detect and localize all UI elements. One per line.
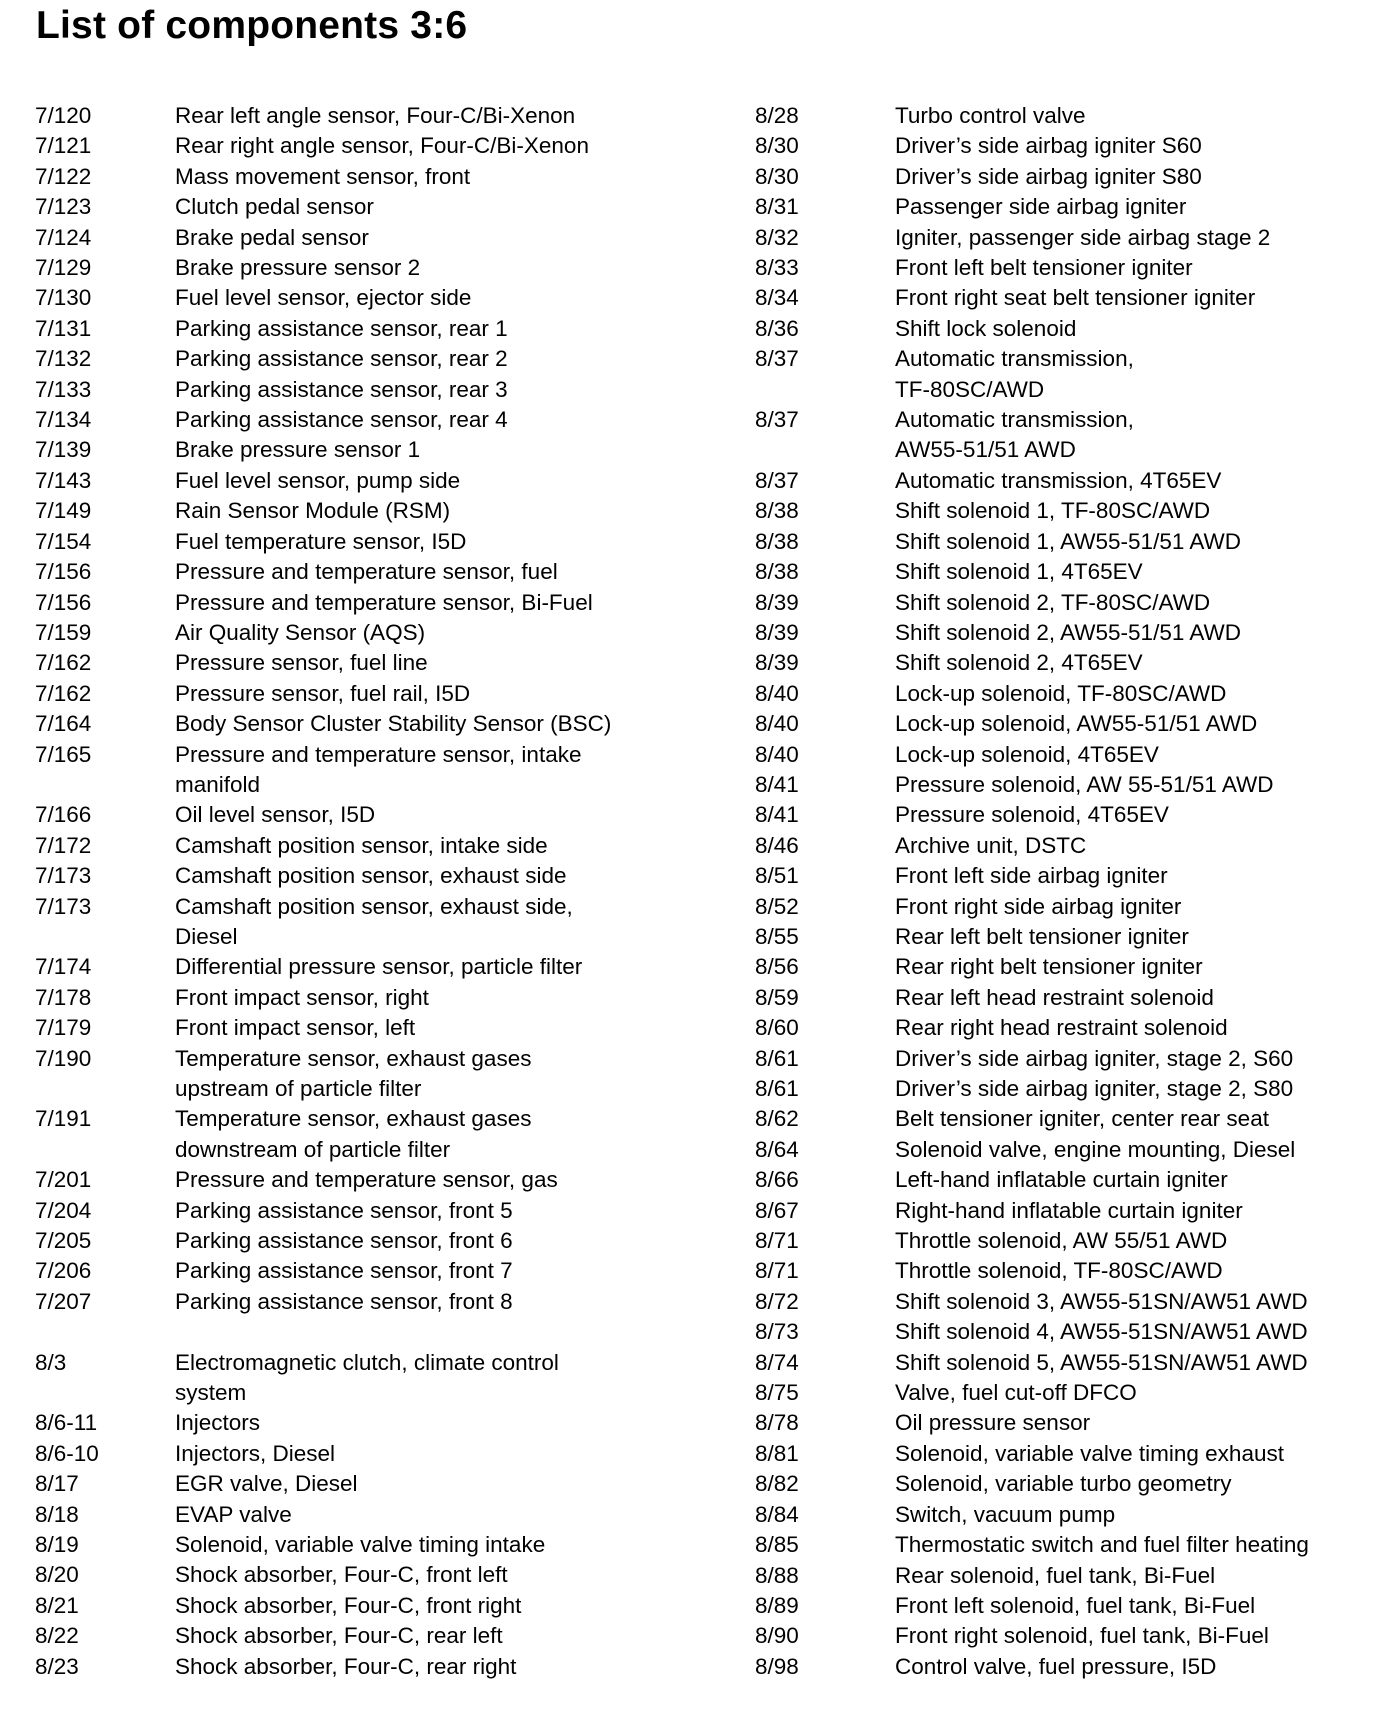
component-code: 8/36 (755, 315, 799, 341)
component-description: Camshaft position sensor, intake side (175, 832, 548, 858)
component-row (35, 1196, 725, 1226)
component-description: Oil pressure sensor (895, 1410, 1091, 1436)
component-code: 8/56 (755, 954, 799, 980)
component-row (755, 1621, 1385, 1651)
component-row (755, 1226, 1385, 1256)
component-row (755, 709, 1385, 739)
component-code: 8/3 (35, 1349, 67, 1375)
component-code: 7/122 (35, 163, 92, 189)
component-row (755, 983, 1385, 1013)
component-row (35, 1226, 725, 1256)
component-row (755, 952, 1385, 982)
component-row (35, 1013, 725, 1043)
component-description: Lock-up solenoid, 4T65EV (895, 741, 1159, 767)
component-code: 8/67 (755, 1197, 799, 1223)
component-row (755, 466, 1385, 496)
component-description: Pressure sensor, fuel rail, I5D (175, 680, 471, 706)
component-description: Shift solenoid 1, TF-80SC/AWD (895, 498, 1211, 524)
component-row (35, 618, 725, 648)
component-description: Rear right belt tensioner igniter (895, 954, 1203, 980)
component-row (35, 648, 725, 678)
component-description: Driver’s side airbag igniter S80 (895, 163, 1202, 189)
component-description: Front impact sensor, right (175, 984, 429, 1010)
component-code: 7/130 (35, 285, 92, 311)
component-row (35, 1439, 725, 1469)
component-row (35, 1560, 725, 1590)
component-row (35, 344, 725, 374)
component-code: 8/71 (755, 1228, 799, 1254)
component-description: Oil level sensor, I5D (175, 802, 376, 828)
component-row (35, 223, 725, 253)
component-description: Front right solenoid, fuel tank, Bi-Fuel (895, 1623, 1269, 1649)
component-row (755, 1378, 1385, 1408)
component-row (755, 800, 1385, 830)
component-description: Body Sensor Cluster Stability Sensor (BSC) (175, 711, 612, 737)
component-row (755, 618, 1385, 648)
component-row (35, 1621, 725, 1651)
component-code: 8/33 (755, 255, 799, 281)
component-code: 7/129 (35, 255, 92, 281)
component-description: Shift solenoid 2, 4T65EV (895, 650, 1143, 676)
component-description: Brake pedal sensor (175, 224, 369, 250)
component-code: 8/88 (755, 1562, 799, 1588)
component-row (755, 283, 1385, 313)
component-description: Valve, fuel cut-off DFCO (895, 1380, 1137, 1406)
component-row (755, 588, 1385, 618)
component-description: Shift solenoid 3, AW55-51SN/AW51 AWD (895, 1288, 1308, 1314)
component-row (755, 922, 1385, 952)
component-row (755, 192, 1385, 222)
component-code: 8/31 (755, 194, 799, 220)
component-row (35, 861, 725, 891)
component-code: 7/134 (35, 407, 92, 433)
component-row (35, 1652, 725, 1682)
component-description: Shift solenoid 2, TF-80SC/AWD (895, 589, 1211, 615)
component-row (755, 1256, 1385, 1286)
component-code: 7/149 (35, 498, 92, 524)
component-code: 7/206 (35, 1258, 92, 1284)
component-code: 7/143 (35, 467, 92, 493)
component-description: Rear right head restraint solenoid (895, 1015, 1228, 1041)
component-code: 8/39 (755, 619, 799, 645)
component-description: Shock absorber, Four-C, rear left (175, 1623, 503, 1649)
component-code: 8/37 (755, 346, 799, 372)
component-code: 7/191 (35, 1106, 92, 1132)
component-code: 7/156 (35, 559, 92, 585)
component-row (755, 861, 1385, 891)
component-description: Brake pressure sensor 2 (175, 255, 421, 281)
component-code: 7/204 (35, 1197, 92, 1223)
component-description: Passenger side airbag igniter (895, 194, 1187, 220)
component-code: 8/22 (35, 1623, 79, 1649)
component-description: Temperature sensor, exhaust gases upstream of particle filter (175, 1045, 532, 1101)
component-description: Rear left belt tensioner igniter (895, 923, 1189, 949)
component-row (755, 1287, 1385, 1317)
component-description: Parking assistance sensor, front 6 (175, 1228, 513, 1254)
component-code: 8/30 (755, 163, 799, 189)
component-row (35, 557, 725, 587)
component-code: 8/38 (755, 528, 799, 554)
component-row (35, 800, 725, 830)
component-description: Parking assistance sensor, front 7 (175, 1258, 513, 1284)
component-row (35, 162, 725, 192)
component-code: 7/165 (35, 741, 92, 767)
component-row (35, 892, 725, 953)
component-description: Rear left angle sensor, Four-C/Bi-Xenon (175, 103, 576, 128)
component-code: 8/74 (755, 1349, 799, 1375)
component-code: 7/156 (35, 589, 92, 615)
component-description: Parking assistance sensor, rear 3 (175, 376, 508, 402)
component-description: EVAP valve (175, 1501, 292, 1527)
component-row (35, 740, 725, 801)
component-code: 8/75 (755, 1380, 799, 1406)
component-description: Throttle solenoid, AW 55/51 AWD (895, 1228, 1228, 1254)
component-row (35, 1530, 725, 1560)
component-code: 8/41 (755, 802, 799, 828)
component-description: Air Quality Sensor (AQS) (175, 619, 426, 645)
component-list-right (755, 101, 1385, 1682)
component-code: 7/162 (35, 650, 92, 676)
component-code: 7/154 (35, 528, 92, 554)
component-description: Switch, vacuum pump (895, 1501, 1116, 1527)
component-description: Solenoid valve, engine mounting, Diesel (895, 1136, 1296, 1162)
component-row (35, 1287, 725, 1317)
component-description: Parking assistance sensor, front 5 (175, 1197, 513, 1223)
component-description: Shift solenoid 1, 4T65EV (895, 559, 1143, 585)
component-description: Temperature sensor, exhaust gases downstream of particle filter (175, 1106, 532, 1162)
component-code: 8/21 (35, 1592, 79, 1618)
component-description: Driver’s side airbag igniter, stage 2, S60 (895, 1045, 1294, 1071)
component-description: Right-hand inflatable curtain igniter (895, 1197, 1243, 1223)
component-code: 7/139 (35, 437, 92, 463)
component-description: Fuel level sensor, ejector side (175, 285, 472, 311)
component-code: 8/89 (755, 1592, 799, 1618)
component-row (755, 1439, 1385, 1469)
component-code: 8/37 (755, 407, 799, 433)
component-description: EGR valve, Diesel (175, 1471, 358, 1497)
component-code: 8/61 (755, 1045, 799, 1071)
component-row (35, 1469, 725, 1499)
component-list-left (35, 101, 725, 1682)
component-code: 8/66 (755, 1167, 799, 1193)
component-code: 8/38 (755, 559, 799, 585)
component-code: 8/52 (755, 893, 799, 919)
component-row (755, 1044, 1385, 1074)
component-description: Shift solenoid 5, AW55-51SN/AW51 AWD (895, 1349, 1308, 1375)
component-description: Pressure solenoid, 4T65EV (895, 802, 1169, 828)
component-code: 8/6-10 (35, 1440, 99, 1466)
component-row (35, 466, 725, 496)
component-description: Driver’s side airbag igniter, stage 2, S80 (895, 1076, 1294, 1101)
component-row (755, 1469, 1385, 1499)
component-row (755, 314, 1385, 344)
component-row (755, 1135, 1385, 1165)
component-description: Front left solenoid, fuel tank, Bi-Fuel (895, 1592, 1256, 1618)
component-row (755, 253, 1385, 283)
component-description: Pressure and temperature sensor, intake manifold (175, 741, 582, 797)
component-description: Mass movement sensor, front (175, 163, 471, 189)
component-code: 7/166 (35, 802, 92, 828)
component-code: 8/40 (755, 680, 799, 706)
component-code: 8/59 (755, 984, 799, 1010)
component-row (755, 101, 1385, 131)
section-spacer (35, 1317, 725, 1347)
component-code: 8/34 (755, 285, 799, 311)
component-description: Electromagnetic clutch, climate control system (175, 1349, 559, 1406)
component-row (755, 1104, 1385, 1134)
component-code: 7/178 (35, 984, 92, 1010)
component-description: Solenoid, variable valve timing intake (175, 1532, 546, 1558)
component-code: 8/40 (755, 741, 799, 767)
component-code: 8/90 (755, 1623, 799, 1649)
component-description: Front right side airbag igniter (895, 893, 1182, 919)
component-row (755, 770, 1385, 800)
component-row (35, 1500, 725, 1530)
component-code: 8/30 (755, 133, 799, 159)
component-row (35, 588, 725, 618)
component-description: Rear right angle sensor, Four-C/Bi-Xenon (175, 133, 589, 159)
component-row (35, 1165, 725, 1195)
component-description: Driver’s side airbag igniter S60 (895, 133, 1202, 159)
component-row (35, 314, 725, 344)
component-row (35, 375, 725, 405)
component-row (35, 496, 725, 526)
component-row (35, 253, 725, 283)
component-code: 8/28 (755, 103, 799, 128)
component-code: 7/123 (35, 194, 92, 220)
component-code: 8/39 (755, 650, 799, 676)
component-row (35, 192, 725, 222)
component-row (35, 283, 725, 313)
component-description: Control valve, fuel pressure, I5D (895, 1653, 1217, 1679)
component-description: Fuel level sensor, pump side (175, 467, 461, 493)
component-description: Camshaft position sensor, exhaust side (175, 863, 567, 889)
component-code: 7/190 (35, 1045, 92, 1071)
component-row (35, 983, 725, 1013)
component-row (755, 1165, 1385, 1195)
component-code: 7/159 (35, 619, 92, 645)
component-description: Front left side airbag igniter (895, 863, 1168, 889)
component-row (755, 1196, 1385, 1226)
component-code: 7/207 (35, 1288, 92, 1314)
component-code: 8/64 (755, 1136, 799, 1162)
component-row (755, 1013, 1385, 1043)
component-code: 7/164 (35, 711, 92, 737)
component-description: Left-hand inflatable curtain igniter (895, 1167, 1228, 1193)
component-description: Pressure solenoid, AW 55-51/51 AWD (895, 771, 1274, 797)
component-description: Shift solenoid 2, AW55-51/51 AWD (895, 619, 1242, 645)
component-row (755, 831, 1385, 861)
component-row (755, 405, 1385, 466)
page-title: List of components 3:6 (36, 4, 468, 47)
component-description: Pressure and temperature sensor, Bi-Fuel (175, 589, 593, 615)
component-description: Rain Sensor Module (RSM) (175, 498, 451, 524)
component-row (35, 405, 725, 435)
component-row (755, 1408, 1385, 1438)
component-code: 7/205 (35, 1228, 92, 1254)
component-row (35, 131, 725, 161)
component-code: 8/72 (755, 1288, 799, 1314)
component-description: Automatic transmission, AW55-51/51 AWD (895, 407, 1134, 463)
component-row (35, 1591, 725, 1621)
component-description: Injectors, Diesel (175, 1440, 336, 1466)
component-row (755, 1317, 1385, 1347)
component-code: 7/132 (35, 346, 92, 372)
component-description: Front impact sensor, left (175, 1015, 416, 1041)
component-code: 8/41 (755, 771, 799, 797)
component-description: Camshaft position sensor, exhaust side, Diesel (175, 893, 573, 949)
component-code: 8/71 (755, 1258, 799, 1284)
component-description: Parking assistance sensor, rear 4 (175, 407, 508, 433)
component-code: 8/39 (755, 589, 799, 615)
component-description: Shock absorber, Four-C, rear right (175, 1653, 517, 1679)
component-row (755, 1561, 1385, 1591)
component-row (35, 1408, 725, 1438)
component-description: Fuel temperature sensor, I5D (175, 528, 467, 554)
component-row (35, 1104, 725, 1165)
component-row (755, 131, 1385, 161)
component-description: Rear left head restraint solenoid (895, 984, 1214, 1010)
component-row (35, 101, 725, 131)
component-row (35, 1256, 725, 1286)
component-description: Pressure sensor, fuel line (175, 650, 428, 676)
component-description: Shock absorber, Four-C, front left (175, 1562, 508, 1588)
component-description: Solenoid, variable turbo geometry (895, 1471, 1232, 1497)
component-row (755, 557, 1385, 587)
component-description: Turbo control valve (895, 103, 1086, 128)
component-code: 8/61 (755, 1076, 799, 1101)
component-row (35, 1348, 725, 1409)
component-code: 7/120 (35, 103, 92, 128)
component-code: 8/73 (755, 1319, 799, 1345)
component-description: Shock absorber, Four-C, front right (175, 1592, 522, 1618)
component-row (755, 162, 1385, 192)
component-description: Pressure and temperature sensor, gas (175, 1167, 558, 1193)
component-code: 7/162 (35, 680, 92, 706)
component-code: 7/131 (35, 315, 92, 341)
component-description: Rear solenoid, fuel tank, Bi-Fuel (895, 1562, 1216, 1588)
component-code: 8/18 (35, 1501, 79, 1527)
component-description: Throttle solenoid, TF-80SC/AWD (895, 1258, 1223, 1284)
component-row (755, 1652, 1385, 1682)
component-code: 8/98 (755, 1653, 799, 1679)
component-row (35, 527, 725, 557)
component-code: 7/173 (35, 893, 92, 919)
component-code: 8/62 (755, 1106, 799, 1132)
component-row (35, 679, 725, 709)
component-code: 8/20 (35, 1562, 79, 1588)
component-row (755, 223, 1385, 253)
component-code: 7/173 (35, 863, 92, 889)
component-code: 7/133 (35, 376, 92, 402)
component-description: Parking assistance sensor, front 8 (175, 1288, 513, 1314)
component-code: 8/78 (755, 1410, 799, 1436)
component-row (755, 344, 1385, 405)
component-code: 7/124 (35, 224, 92, 250)
component-row (755, 1500, 1385, 1530)
component-row (755, 496, 1385, 526)
component-row (755, 1348, 1385, 1378)
component-code: 7/121 (35, 133, 92, 159)
component-row (755, 1530, 1385, 1560)
component-description: Injectors (175, 1410, 261, 1436)
component-description: Belt tensioner igniter, center rear seat (895, 1106, 1269, 1132)
component-description: Archive unit, DSTC (895, 832, 1087, 858)
component-description: Clutch pedal sensor (175, 194, 374, 220)
component-description: Shift solenoid 4, AW55-51SN/AW51 AWD (895, 1319, 1308, 1345)
component-code: 8/37 (755, 467, 799, 493)
component-code: 7/201 (35, 1167, 92, 1193)
component-description: Solenoid, variable valve timing exhaust (895, 1440, 1284, 1466)
component-code: 8/84 (755, 1501, 799, 1527)
component-row (755, 892, 1385, 922)
component-row (35, 709, 725, 739)
component-row (35, 435, 725, 465)
component-code: 8/40 (755, 711, 799, 737)
component-description: Thermostatic switch and fuel filter heating (895, 1532, 1309, 1558)
component-code: 7/174 (35, 954, 92, 980)
component-row (755, 740, 1385, 770)
component-code: 8/23 (35, 1653, 79, 1679)
component-row (755, 527, 1385, 557)
component-row (35, 952, 725, 982)
component-code: 8/85 (755, 1532, 799, 1558)
component-row (755, 1074, 1385, 1104)
component-row (755, 679, 1385, 709)
component-description: Pressure and temperature sensor, fuel (175, 559, 558, 585)
component-description: Front right seat belt tensioner igniter (895, 285, 1256, 311)
component-description: Igniter, passenger side airbag stage 2 (895, 224, 1271, 250)
component-description: Parking assistance sensor, rear 1 (175, 315, 508, 341)
component-code: 8/55 (755, 923, 799, 949)
component-code: 8/46 (755, 832, 799, 858)
component-code: 8/60 (755, 1015, 799, 1041)
component-description: Lock-up solenoid, TF-80SC/AWD (895, 680, 1227, 706)
component-description: Shift solenoid 1, AW55-51/51 AWD (895, 528, 1242, 554)
component-row (35, 1044, 725, 1105)
component-description: Parking assistance sensor, rear 2 (175, 346, 508, 372)
component-description: Automatic transmission, TF-80SC/AWD (895, 346, 1134, 402)
component-code: 7/179 (35, 1015, 92, 1041)
component-code: 8/32 (755, 224, 799, 250)
component-row (35, 831, 725, 861)
component-description: Automatic transmission, 4T65EV (895, 467, 1222, 493)
component-code: 8/6-11 (35, 1410, 98, 1436)
component-description: Front left belt tensioner igniter (895, 255, 1193, 281)
component-description: Shift lock solenoid (895, 315, 1077, 341)
component-code: 8/82 (755, 1471, 799, 1497)
component-code: 8/81 (755, 1440, 799, 1466)
component-code: 8/19 (35, 1532, 79, 1558)
component-description: Differential pressure sensor, particle filter (175, 954, 583, 980)
component-code: 8/51 (755, 863, 799, 889)
component-description: Brake pressure sensor 1 (175, 437, 421, 463)
component-code: 7/172 (35, 832, 92, 858)
component-code: 8/17 (35, 1471, 79, 1497)
component-row (755, 648, 1385, 678)
component-description: Lock-up solenoid, AW55-51/51 AWD (895, 711, 1258, 737)
component-row (755, 1591, 1385, 1621)
component-code: 8/38 (755, 498, 799, 524)
